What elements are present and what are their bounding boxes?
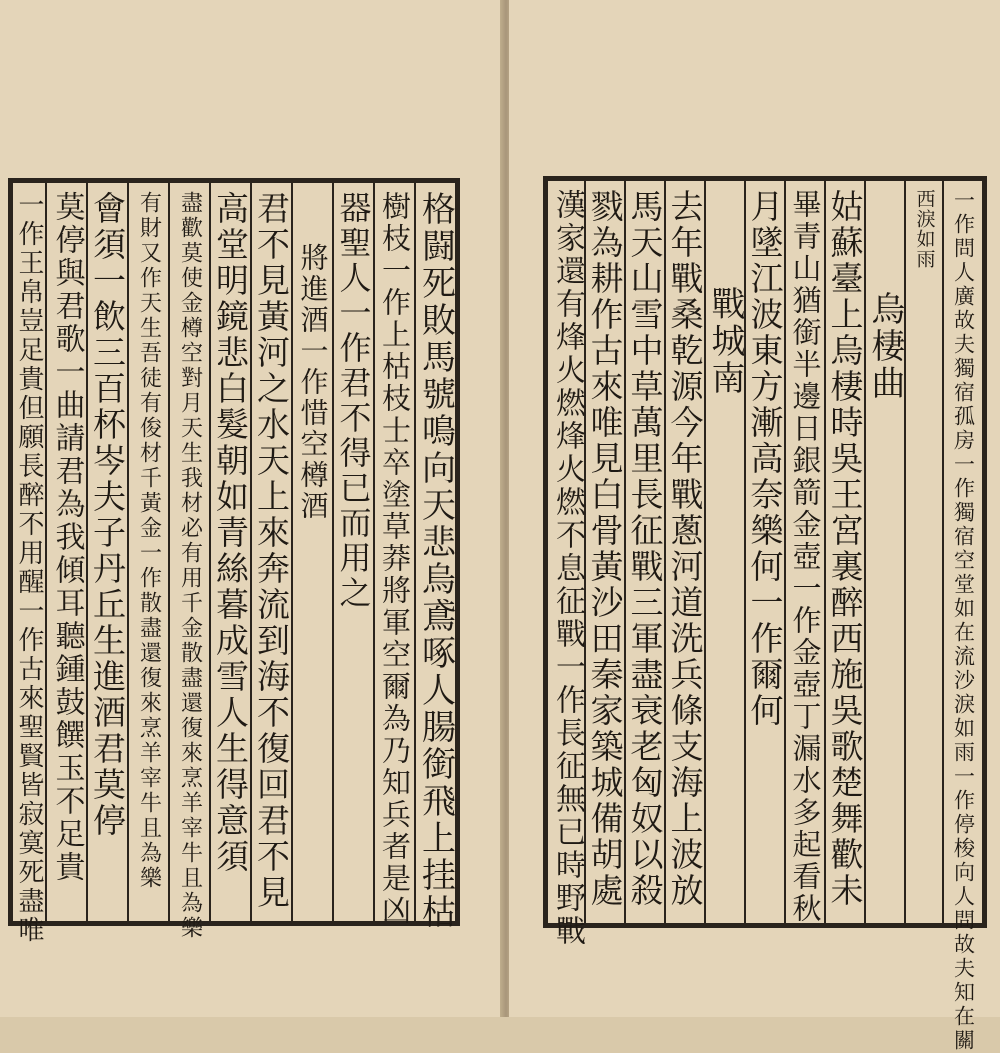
text-column xyxy=(584,181,624,923)
text-column xyxy=(414,183,456,931)
text-column xyxy=(550,181,585,948)
column-text: 一作王帛豈足貴但願長醉不用醒一作古來聖賢皆寂寞死盡唯 xyxy=(14,191,44,945)
column-text: 會須一飲三百杯岑夫子丹丘生進酒君莫停 xyxy=(88,191,127,839)
text-column xyxy=(168,183,209,941)
right-columns xyxy=(548,181,982,1053)
column-text: 格闘死敗馬號鳴向天悲烏鳶啄人腸銜飛上挂枯 xyxy=(415,191,456,931)
text-column xyxy=(744,181,784,923)
column-text: 馬天山雪中草萬里長征戰三軍盡衰老匈奴以殺 xyxy=(625,189,665,909)
column-text: 月墜江波東方漸高奈樂何一作爾何 xyxy=(745,189,785,729)
column-text: 有財又作天生吾徒有俊材千黃金一作散盡還復來烹羊宰牛且為樂 xyxy=(136,191,162,891)
text-column xyxy=(86,183,127,921)
text-column xyxy=(864,181,904,923)
text-column xyxy=(784,181,824,923)
text-column xyxy=(127,183,168,921)
column-text: 漢家還有烽火燃烽火燃不息征戰一作長征無已時野戰 xyxy=(550,189,585,948)
left-columns xyxy=(13,183,456,945)
text-column xyxy=(624,181,664,923)
column-text: 西淚如雨 xyxy=(913,189,936,269)
text-column xyxy=(904,181,942,923)
text-column xyxy=(13,183,45,945)
left-text-frame xyxy=(8,178,460,945)
text-column xyxy=(45,183,86,921)
text-column xyxy=(824,181,864,923)
poem-title: 烏棲曲 xyxy=(865,291,905,402)
poem-title: 戰城南 xyxy=(705,286,745,397)
text-column xyxy=(373,183,414,927)
text-column xyxy=(942,181,982,1053)
column-text: 戮為耕作古來唯見白骨黃沙田秦家築城備胡處 xyxy=(585,189,625,909)
column-text: 一作問人廣故夫獨宿孤房一作獨宿空堂如在流沙淚如雨一作停梭向人問故夫知在關 xyxy=(951,189,976,1053)
column-text: 畢青山猶銜半邊日銀箭金壺一作金壺丁漏水多起看秋 xyxy=(788,189,823,925)
text-column xyxy=(250,183,291,921)
column-text: 樹枝一作上枯枝士卒塗草莽將軍空爾為乃知兵者是凶 xyxy=(378,191,412,927)
column-text: 盡歡莫使金樽空對月天生我材必有用千金散盡還復來烹羊宰牛且為樂 xyxy=(177,191,203,941)
column-text: 君不見黃河之水天上來奔流到海不復回君不見 xyxy=(252,191,291,911)
column-text: 高堂明鏡悲白髮朝如青絲暮成雪人生得意須 xyxy=(211,191,250,875)
text-column xyxy=(664,181,704,923)
column-text: 去年戰桑乾源今年戰蔥河道洗兵條支海上波放 xyxy=(665,189,705,909)
column-text: 器聖人一作君不得已而用之 xyxy=(334,191,373,611)
text-column xyxy=(332,183,373,921)
poem-title: 將進酒一作惜空樽酒 xyxy=(296,243,330,522)
text-column xyxy=(209,183,250,921)
column-text: 莫停與君歌一曲請君為我傾耳聽鍾鼓饌玉不足貴 xyxy=(49,191,85,884)
column-text: 姑蘇臺上烏棲時吳王宮裏醉西施吳歌楚舞歡未 xyxy=(825,189,865,909)
text-column xyxy=(704,181,744,923)
left-page xyxy=(0,0,503,1017)
right-text-frame xyxy=(543,176,987,1053)
right-page xyxy=(509,0,1000,1053)
text-column xyxy=(291,183,332,921)
